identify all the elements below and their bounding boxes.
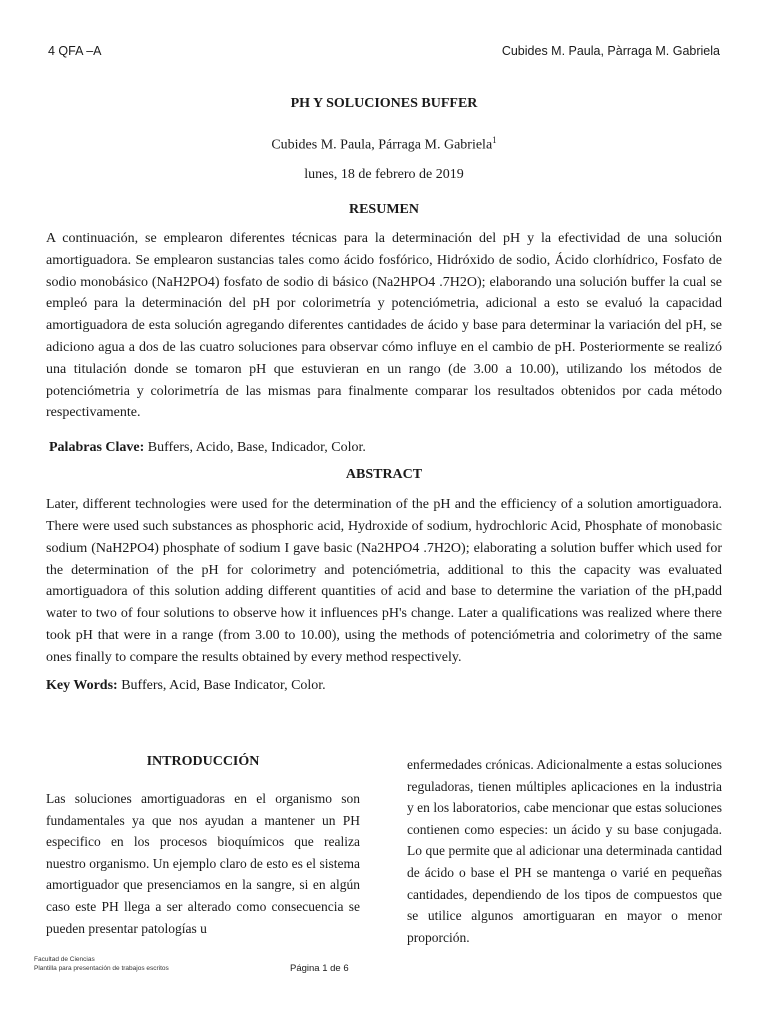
palabras-clave-label: Palabras Clave: [49, 440, 145, 456]
abstract-heading: ABSTRACT [345, 467, 423, 483]
left-column [46, 754, 360, 939]
resumen-text: A continuación, se emplearon diferentes técnicas para la determinación del pH y la efectividad de una solución amortiguadora. Se emplearon sustancias tales como ácido fosfórico, Hidróxido de sodio, Ácido clorhídrico, Fosfato de sodio monobásico (NaH2PO4) fosfato de sodio di básico (Na2HPO4 .7H2O); elaborando una solución buffer la cual se empleó para la determinación del pH por colorimetría y potenciómetria, adicional a esto se evaluó la capacidad amortiguadora de esta solución agregando diferentes cantidades de ácido y base para determinar la variación del pH, se adiciono agua a dos de las cuatro soluciones para observar cómo influye en el cambio de pH. Posteriormente se realizó una titulación donde se tomaron pH que estuvieran en un rango (de 3.00 a 10.00), utilizando los métodos de potenciómetria y colorimetría de las mismas para finalmente comparar los resultados obtenidos por cada método respectivamente. [46, 231, 722, 421]
introduccion-right-text: enfermedades crónicas. Adicionalmente a estas soluciones reguladoras, tienen múltiples aplicaciones en la industria y en los laboratorios, cabe mencionar que estas soluciones contienen como especies: un ácido y su base conjugada. Lo que permite que al adicionar una determinada cantidad de ácido o base el PH se mantenga o varié en pequeñas cantidades, dependiendo de los tipos de compuestos que se utilice algunos amortiguaran en mayor o menor proporción. [407, 757, 722, 945]
author-names: Cubides M. Paula, Párraga M. Gabriela [271, 137, 493, 153]
paper-title: PH Y SOLUCIONES BUFFER [290, 96, 478, 111]
introduccion-left-text: Las soluciones amortiguadoras en el organismo son fundamentales ya que nos ayudan a mantener un PH especifico en los procesos bioquímicos que realiza nuestro organismo. Un ejemplo claro de esto es el sistema amortiguador que presenciamos en la sangre, si en algún caso este PH llega a ser alterado como consecuencia se pueden presentar patologías u [46, 791, 360, 936]
abstract-text: Later, different technologies were used for the determination of the pH and the efficiency of a solution amortiguadora. There were used such substances as phosphoric acid, Hydroxide of sodium, hydrochloric Acid, Phosphate of monobasic sodium (NaH2PO4) phosphate of sodium I gave basic (Na2HPO4 .7H2O); elaborating a solution buffer which used for the determination of the pH for colorimetry and potenciómetria, additional to this the capacity was evaluated amortiguadora of this solution adding different quantities of acid and base to determine the variation of the pH,padd water to two of four solutions to observe how it influences pH's change. Later a qualifications was realized where there took pH that were in a range (from 3.00 to 10.00), using the methods of potenciómetria and colorimetry of the same ones finally to compare the results obtained by every method respectively. [46, 497, 722, 665]
page-header [48, 44, 720, 64]
footer-faculty [34, 955, 169, 973]
course-code: 4 QFA –A [48, 44, 102, 58]
introduccion-heading: INTRODUCCIÓN [146, 754, 260, 769]
key-words-values: Buffers, Acid, Base Indicator, Color. [117, 677, 326, 693]
key-words [46, 678, 722, 700]
author-footnote-marker: 1 [492, 135, 497, 145]
footer-faculty-line1: Facultad de Ciencias [34, 956, 95, 963]
footer-faculty-line2: Plantilla para presentación de trabajos escritos [34, 965, 169, 972]
two-column-section [46, 754, 722, 944]
key-words-label: Key Words: [46, 677, 118, 693]
page-number: Página 1 de 6 [290, 963, 349, 974]
palabras-clave-values: Buffers, Acido, Base, Indicador, Color. [144, 440, 366, 456]
page-footer [34, 955, 720, 985]
paper-date: lunes, 18 de febrero de 2019 [304, 167, 464, 182]
right-column [407, 754, 722, 948]
resumen-heading: RESUMEN [348, 202, 419, 217]
document-body [46, 96, 722, 700]
header-authors: Cubides M. Paula, Pàrraga M. Gabriela [501, 44, 720, 58]
author-line [46, 135, 722, 157]
palabras-clave [49, 440, 722, 462]
